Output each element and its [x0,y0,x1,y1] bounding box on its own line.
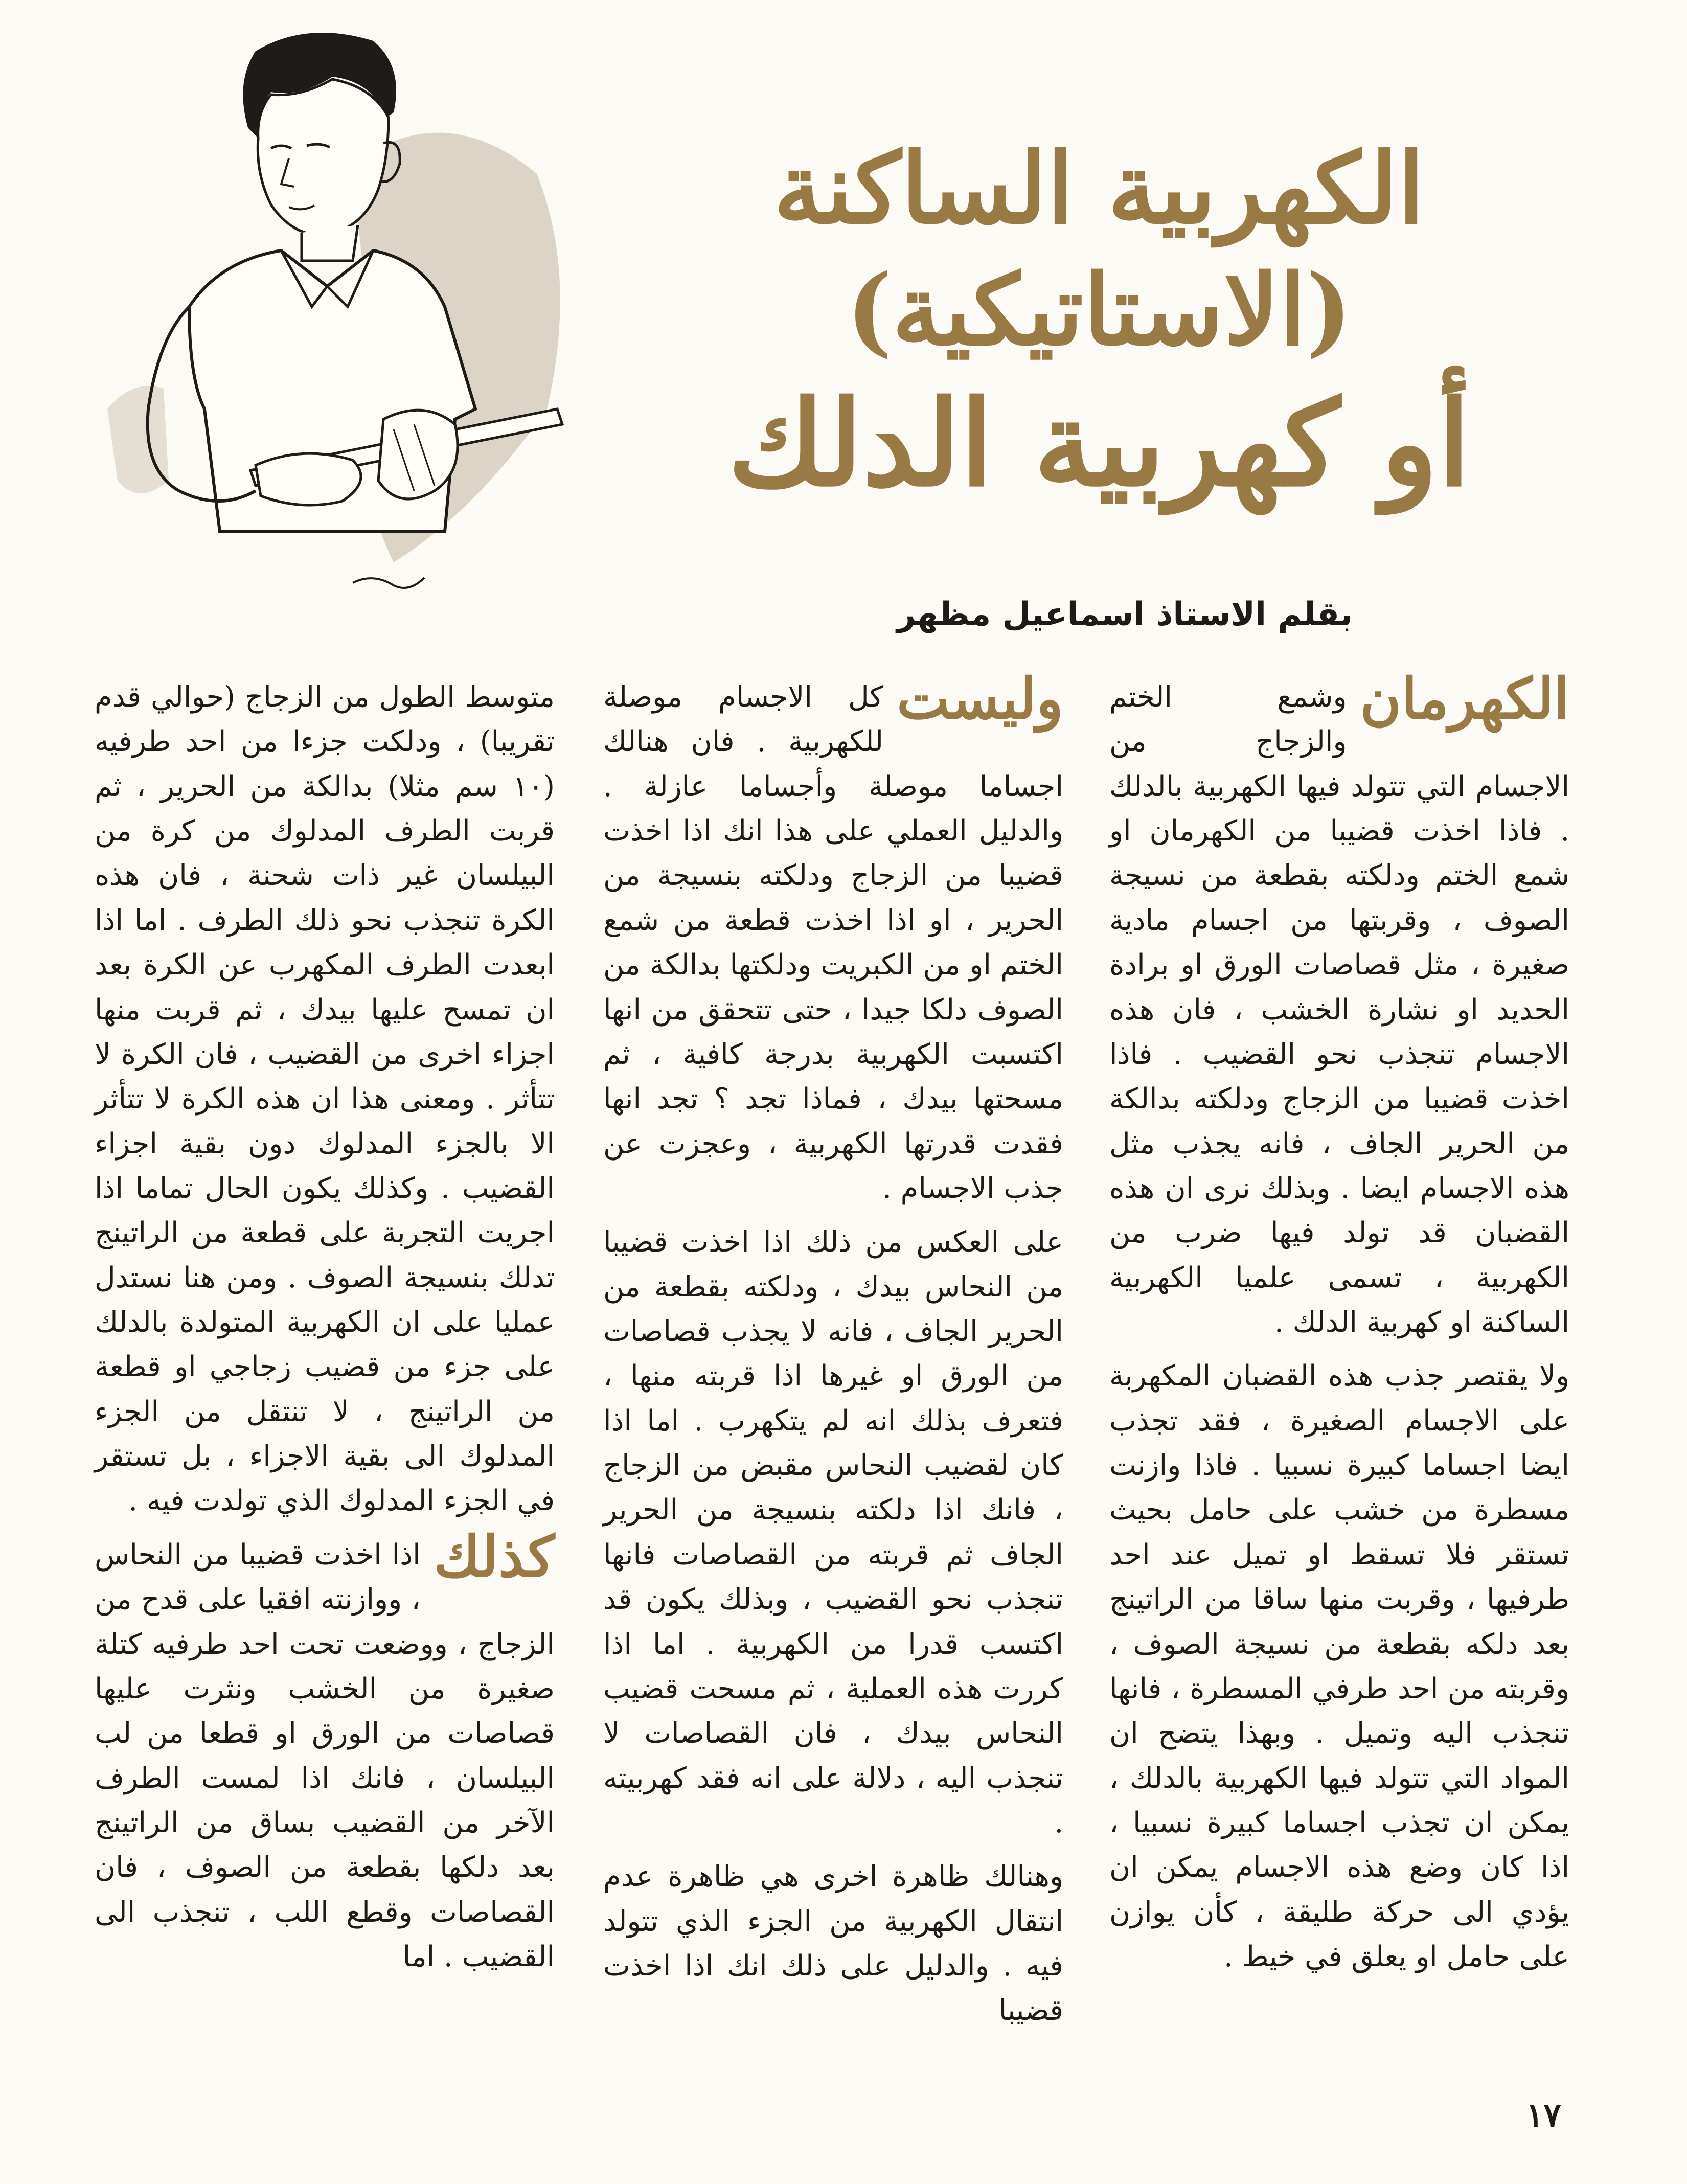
article-column-2 [603,666,1063,2045]
boy-rubbing-rod-illustration [87,20,588,634]
column-2-paragraph: كل الاجسام موصلة للكهربية . فان هنالك اجساما موصلة وأجساما عازلة . والدليل العملي على هذا انك اذا اخذت قضيبا من الزجاج ودلكته بنسيجة من الحرير ، او اذا اخذت قطعة من شمع الختم او من الكبريت ودلكتها بدالكة من الصوف دلكا جيدا ، حتى تتحقق من انها اكتسبت الكهربية بدرجة كافية ، ثم مسحتها بيدك ، فماذا تجد ؟ تجد انها فقدت قدرتها الكهربية ، وعجزت عن جذب الاجسام . [603,680,1063,1205]
page-number: ١٧ [1526,2096,1561,2134]
author-byline: بقلم الاستاذ اسماعيل مظهر [897,596,1353,633]
title-line-2: أو كهربية الدلك [727,375,1471,513]
column-1-paragraph: وشمع الختم والزجاج من الاجسام التي تتولد فيها الكهربية بالدلك . فاذا اخذت قضيبا من الكهرمان او شمع الختم ودلكته بقطعة من نسيجة الصوف ، وقربتها من اجسام مادية صغيرة ، مثل قصاصات الورق او برادة الحديد او نشارة الخشب ، فان هذه الاجسام تنجذب نحو القضيب . فاذا اخذت قضيبا من الزجاج ودلكته بدالكة من الحرير الجاف ، فانه يجذب مثل هذه الاجسام ايضا . وبذلك نرى ان هذه القضبان قد تولد فيها ضرب من الكهربية ، تسمى علميا الكهربية الساكنة او كهربية الدلك . [1109,680,1570,1339]
column-1-lead-word: الكهرمان [1360,666,1569,732]
column-2-lead-word: وليست [897,666,1063,732]
column-1-paragraph: ولا يقتصر جذب هذه القضبان المكهربة على الاجسام الصغيرة ، فقد تجذب ايضا اجساما كبيرة نسبيا . فاذا وازنت مسطرة من خشب على حامل بحيث تستقر فلا تسقط او تميل عند احد طرفيها ، وقربت منها ساقا من الراتينج بعد دلكه بقطعة من نسيجة الصوف ، وقربته من احد طرفي المسطرة ، فانها تنجذب اليه وتميل . وبهذا يتضح ان المواد التي تتولد فيها الكهربية بالدلك ، يمكن ان تجذب اجساما كبيرة نسبيا ، اذا كان وضع هذه الاجسام يمكن ان يؤدي الى حركة طليقة ، كأن يوازن على حامل او يعلق في خيط . [1109,1359,1569,1974]
article-column-1 [1109,666,1570,2045]
column-2-paragraph: وهنالك ظاهرة اخرى هي ظاهرة عدم انتقال الكهربية من الجزء الذي تتولد فيه . والدليل على ذلك انك اذا اخذت قضيبا [603,1860,1063,2028]
title-line-1: الكهربية الساكنة (الاستاتيكية) [773,131,1425,367]
article-column-3 [95,675,555,2045]
column-2-paragraph: على العكس من ذلك اذا اخذت قضيبا من النحاس بيدك ، ودلكته بقطعة من الحرير الجاف ، فانه لا يجذب قصاصات من الورق او غيرها اذا قربته منها ، فتعرف بذلك انه لم يتكهرب . اما اذا كان لقضيب النحاس مقبض من الزجاج ، فانك اذا دلكته بنسيجة من الحرير الجاف ثم قربته من القصاصات فانها تنجذب نحو القضيب ، وبذلك يكون قد اكتسب قدرا من الكهربية . اما اذا كررت هذه العملية ، ثم مسحت قضيب النحاس بيدك ، فان القصاصات لا تنجذب اليه ، دلالة على انه فقد كهربيته . [603,1225,1063,1839]
column-3-paragraph: متوسط الطول من الزجاج (حوالي قدم تقريبا) ، ودلكت جزءا من احد طرفيه (١٠ سم مثلا) بدالكة من الحرير ، ثم قربت الطرف المدلوك من كرة من البيلسان غير ذات شحنة ، فان هذه الكرة تنجذب نحو ذلك الطرف . اما اذا ابعدت الطرف المكهرب عن الكرة بعد ان تمسح عليها بيدك ، ثم قربت منها اجزاء اخرى من القضيب ، فان الكرة لا تتأثر . ومعنى هذا ان هذه الكرة لا تتأثر الا بالجزء المدلوك دون بقية اجزاء القضيب . وكذلك يكون الحال تماما اذا اجريت التجربة على قطعة من الراتينج تدلك بنسيجة الصوف . ومن هنا نستدل عمليا على ان الكهربية المتولدة بالدلك على جزء من قضيب زجاجي او قطعة من الراتينج ، لا تنتقل من الجزء المدلوك الى بقية الاجزاء ، بل تستقر في الجزء المدلوك الذي تولدت فيه . [95,680,555,1518]
article-title [603,128,1595,518]
column-3-paragraph: اذا اخذت قضيبا من النحاس ، ووازنته افقيا على قدح من الزجاج ، ووضعت تحت احد طرفيه كتلة صغيرة من الخشب ونثرت عليها قصاصات من الورق او قطعا من لب البيلسان ، فانك اذا لمست الطرف الآخر من القضيب بساق من الراتينج بعد دلكها بقطعة من الصوف ، فان القصاصات وقطع اللب ، تنجذب الى القضيب . اما [95,1538,555,1974]
column-3-lead-word: كذلك [434,1523,555,1589]
